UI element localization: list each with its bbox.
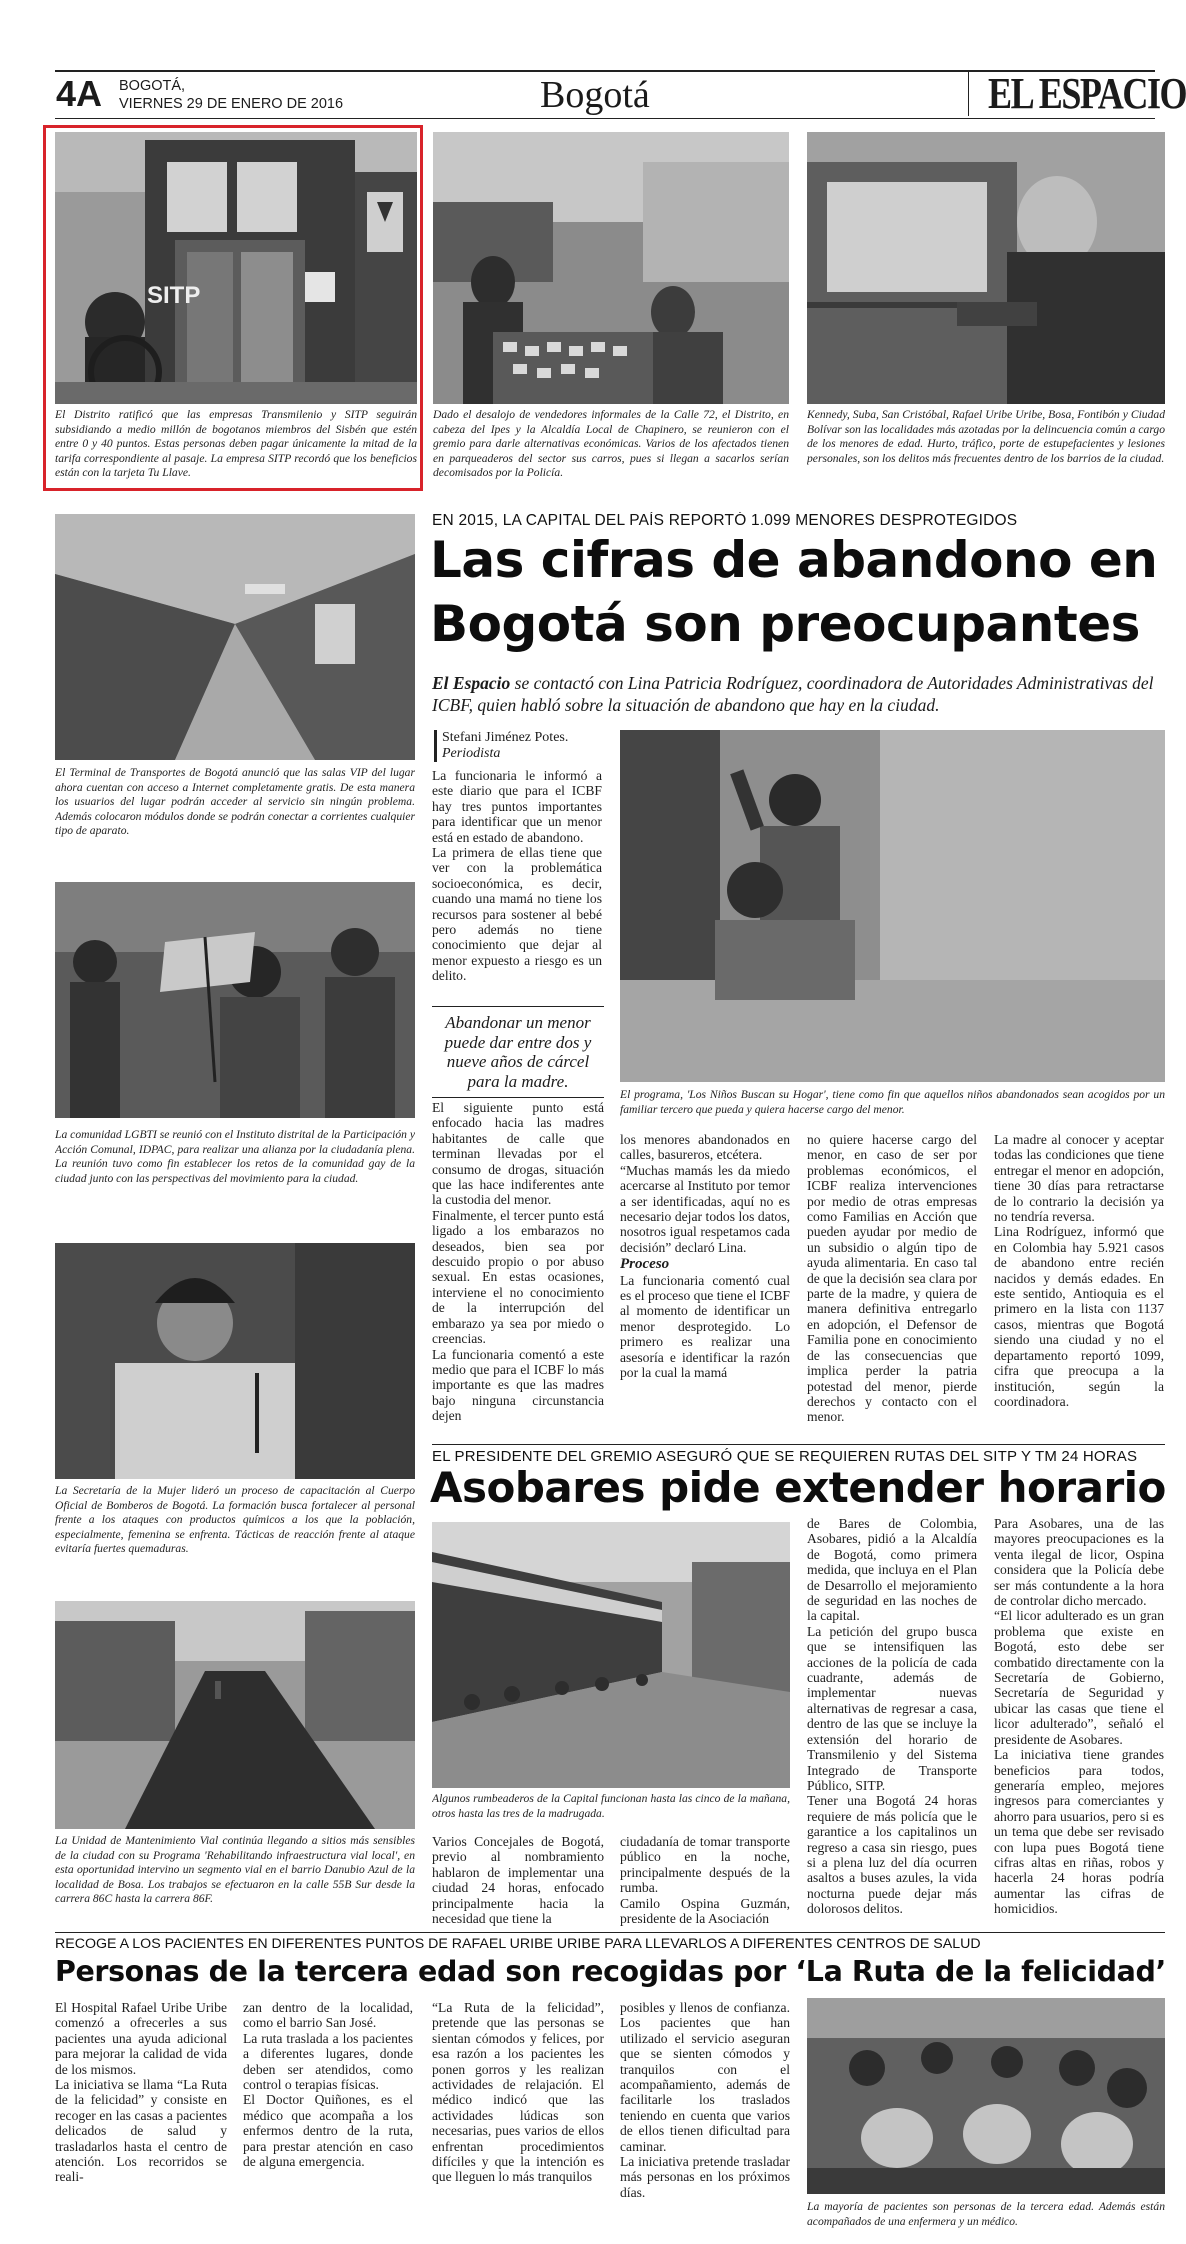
article2-rule (432, 1444, 1165, 1445)
a3-c2-p3: El Doctor Quiñones, es el médico que acompaña a los enfermos dentro de la ruta, para prestar atención en caso de alguna emergencia. (243, 2092, 413, 2170)
caption-nightlife: Algunos rumbeaderos de la Capital funcionan hasta las cinco de la mañana, otros hasta las tres de la madrugada. (432, 1792, 790, 1820)
masthead-city: BOGOTÁ, (119, 78, 186, 94)
lgbti-photo (55, 882, 415, 1118)
a1-c1-p3: El siguiente punto está enfocado hacia las madres habitantes de calle que terminan llevadas por el consumo de drogas, situación que las hace indiferentes ante la custodia del menor. (432, 1100, 604, 1208)
article3-col2 (243, 2000, 413, 2234)
a3-c2-p1: zan dentro de la localidad, como el barrio San José. (243, 2000, 413, 2031)
article2-colD (994, 1516, 1164, 1930)
caption-delinquency: Kennedy, Suba, San Cristóbal, Rafael Uribe Uribe, Bosa, Fontibón y Ciudad Bolívar son las localidades más azotadas por la delincuencia común a cargo de los menores de edad. Hurto, tráfico, porte de estupefacientes y lesiones personales, son los delitos más frecuentes dentro de los barrios de la ciudad. (807, 408, 1165, 465)
article3-col3 (432, 2000, 604, 2234)
caption-children: El programa, 'Los Niños Buscan su Hogar', tiene como fin que aquellos niños abandonados sean acogidos por un familiar tercero que pueda y quiera hacerse cargo del menor. (620, 1088, 1165, 1116)
byline-name: Stefani Jiménez Potes. (442, 730, 569, 745)
a2-cB-p1: ciudadanía de tomar transporte público en la noche, principalmente después de la rumba. (620, 1834, 790, 1896)
a2-cC-p3: Tener una Bogotá 24 horas requiere de más policía que le garantice a los capitalinos un regreso a casa sin riesgo, pues si a plena luz del día ocurren asaltos a buses azules, la vida nocturna puede dejar más dolorosos delitos. (807, 1793, 977, 1917)
a1-c4-p2: Lina Rodríguez, informó que en Colombia hay 5.921 casos de abandono entre recién nacidos y demás edades. En este sentido, Antioquia es el primero en la lista con 1137 casos, mientras que Bogotá siendo una ciudad y no el departamento reportó 1099, cifra que preocupa a la institución, según la coordinadora. (994, 1224, 1164, 1409)
article1-headline-line1: Las cifras de abandono en (430, 531, 1158, 589)
newspaper-logo: EL ESPACIO (988, 69, 1186, 118)
street-vendor-photo (433, 132, 789, 404)
article2-colA (432, 1834, 604, 1930)
a2-cD-p2: “El licor adulterado es un gran problema que existe en Bogotá, esto debe ser combatido directamente con la Secretaría de Gobierno, Secretaría de Seguridad y ubicar las casas que tiene el licor adulterado”, señaló el presidente de Asobares. (994, 1608, 1164, 1747)
road-works-photo (55, 1601, 415, 1829)
a1-c1-p5: La funcionaria comentó a este medio que para el ICBF lo más importante es que las madres bajo ninguna circunstancia dejen (432, 1346, 604, 1424)
masthead-date: VIERNES 29 DE ENERO DE 2016 (119, 96, 344, 112)
article2-colC (807, 1516, 977, 1930)
article1-col4 (994, 1132, 1164, 1442)
bus-logo: SITP (147, 282, 201, 309)
a3-c1-p2: La iniciativa se llama “La Ruta de la felicidad” y consiste en recoger en las casas a pacientes delicados de salud y trasladarlos hasta el centro de atención. Los recorridos se reali- (55, 2077, 227, 2185)
pullquote (432, 1006, 604, 1098)
article1-kicker: EN 2015, LA CAPITAL DEL PAÍS REPORTÓ 1.099 MENORES DESPROTEGIDOS (432, 512, 1018, 529)
a3-c3-p1: “La Ruta de la felicidad”, pretende que las personas se sientan cómodos y felices, por esa razón a los pacientes les ponen gorros y les realizan actividades de relajación. El médico indicó que las actividades lúdicas son necesarias, pues varios de ellos enfrentan procedimientos difíciles y que la intención es que lleguen lo más tranquilos (432, 2000, 604, 2185)
byline-role: Periodista (442, 746, 501, 761)
caption-women: La Secretaría de la Mujer lideró un proceso de capacitación al Cuerpo Oficial de Bomberos de Bogotá. La formación busca fortalecer al personal frente a los ataques con productos químicos a los que la población, especialmente, femenina se enfrenta. Tácticas de reacción frente al ataque evitaría fuertes quemaduras. (55, 1484, 415, 1556)
article1-col1-bottom (432, 1100, 604, 1438)
a1-c2-p2: “Muchas mamás les da miedo acercarse al Instituto por temor a ser identificadas, aquí no es necesario dejar todos los datos, nosotros igual respetamos cada decisión” declaró Lina. (620, 1162, 790, 1255)
a1-c2-head: Proceso (620, 1256, 670, 1273)
a1-c1-p2: La primera de ellas tiene que ver con la problemática socioeconómica, es decir, cuando una mamá no tiene los recursos para sostener al bebé pero además no tiene conocimiento que dejar al menor expuesto a riesgo es un delito. (432, 845, 602, 984)
article3-headline: Personas de la tercera edad son recogidas por ‘La Ruta de la felicidad’ (55, 1955, 1166, 1988)
deck-rest: se contactó con Lina Patricia Rodríguez, coordinadora de Autoridades Administrativas del ICBF, quien habló sobre la situación de abandono que hay en la ciudad. (432, 673, 1154, 715)
a1-c3-p1: no quiere hacerse cargo del menor, en caso de ser por problemas económicos, el ICBF realiza intervenciones por medio de otras empresas como Familias en Acción que pueden ayudar por medio de un subsidio o algún tipo de ayuda alimentaria. En caso tal de que la decisión sea clara por parte de la madre, y quiera de manera definitiva entregarlo en adopción, el Defensor de Familia pone en conocimiento de las consecuencias que implica perder la patria potestad del menor, pierde derechos y contacto con el menor. (807, 1132, 977, 1425)
article3-col1 (55, 2000, 227, 2234)
a1-c4-p1: La madre al conocer y aceptar todas las condiciones que tiene entregar el menor en adopción, tiene 30 días para retractarse de lo contrario la decisión ya no tendría reversa. (994, 1132, 1164, 1225)
deck-lead: El Espacio (432, 673, 511, 693)
masthead-bottom-rule (55, 118, 1155, 119)
masthead-divider (968, 72, 969, 116)
a3-c2-p2: La ruta traslada a los pacientes a diferentes lugares, donde deben ser atendidos, como control o terapias físicas. (243, 2030, 413, 2093)
a1-c2-p3: La funcionaria comentó cual es el proceso que tiene el ICBF al momento de identificar un menor desprotegido. Lo primero es realizar una asesoría e identificar la razón por la cual la mamá (620, 1272, 790, 1381)
caption-terminal: El Terminal de Transportes de Bogotá anunció que las salas VIP del lugar ahora cuentan con acceso a Internet completamente gratis. De esta manera los usuarios del lugar podrán acceder al servicio sin ningún problema. Además colocaron módulos donde se podrán conectar a corrientes cualquier tipo de aparato. (55, 766, 415, 838)
a2-cC-p1: de Bares de Colombia, Asobares, pidió a la Alcaldía de Bogotá, como primera medida, que incluya en el Plan de Desarrollo el mejoramiento de seguridad en las noches de la capital. (807, 1516, 977, 1624)
elderly-bus-photo (807, 1998, 1165, 2194)
article1-col1-top (432, 768, 602, 1000)
article1-col2 (620, 1132, 790, 1442)
a2-cA: Varios Concejales de Bogotá, previo al nombramiento hablaron de implementar una ciudad 24 horas, enfocado principalmente hacia la necesidad que tiene la (432, 1834, 604, 1927)
firefighters-photo (55, 1243, 415, 1479)
a2-cD-p1: Para Asobares, una de las mayores preocupaciones es la venta ilegal de licor, Ospina considera que la Policía debe ser más contundente a la hora de controlar dicho mercado. (994, 1516, 1164, 1609)
nightlife-photo (432, 1522, 790, 1788)
a3-c1-p1: El Hospital Rafael Uribe Uribe comenzó a ofrecerles a sus pacientes una ayuda adicional para mejorar la calidad de vida de los mismos. (55, 2000, 227, 2077)
article1-deck (432, 672, 1162, 716)
article2-headline: Asobares pide extender horario (430, 1463, 1166, 1512)
article2-kicker: EL PRESIDENTE DEL GREMIO ASEGURÓ QUE SE REQUIEREN RUTAS DEL SITP Y TM 24 HORAS (432, 1448, 1138, 1465)
pullquote-text: Abandonar un menor puede dar entre dos y nueve años de cárcel para la madre. (444, 1013, 592, 1091)
caption-elderly: La mayoría de pacientes son personas de la tercera edad. Además están acompañados de una enfermera y un médico. (807, 2200, 1165, 2228)
article1-headline-line2: Bogotá son preocupantes (430, 595, 1140, 653)
children-photo (620, 730, 1165, 1082)
article1-col3 (807, 1132, 977, 1442)
caption-vendors: Dado el desalojo de vendedores informales de la Calle 72, el Distrito, en cabeza del Ipes y la Alcaldía Local de Chapinero, se reunieron con el gremio para darle alternativas económicas. Varios de los afectados tienen en parqueaderos del sector sus carros, pues si llegan a sacarlos serían decomisados por la Policía. (433, 408, 789, 480)
article2-colB (620, 1834, 790, 1930)
a2-cC-p2: La petición del grupo busca que se intensifiquen las acciones de la policía de cada cuadrante, además de implementar nuevas alternativas de regresar a casa, dentro de las que se incluye la extensión del horario de Transmilenio y del Sistema Integrado de Transporte Público, SITP. (807, 1623, 977, 1793)
page-number: 4A (56, 73, 103, 114)
article3-rule (55, 1932, 1165, 1933)
a2-cD-p3: La iniciativa tiene grandes beneficios para todos, generaría empleo, mejores ingresos para comerciantes y ahorro para usuarios, pero si es un tema que debe ser revisado con lupa pues Bogotá tiene cifras altas en riñas, robos y hacerla 24 horas podría aumentar las cifras de homicidios. (994, 1747, 1164, 1917)
a1-c1-p1: La funcionaria le informó a este diario que para el ICBF hay tres puntos importantes para identificar que un menor está en estado de abandono. (432, 768, 602, 845)
byline (434, 730, 624, 762)
a2-cB-p2: Camilo Ospina Guzmán, presidente de la Asociación (620, 1895, 790, 1927)
caption-sitp: El Distrito ratificó que las empresas Transmilenio y SITP seguirán subsidiando a medio millón de bogotanos miembros del Sisbén que estén entre 0 y 40 puntos. Estas personas deben pagar únicamente la mitad de la tarifa correspondiente al pasaje. La empresa SITP recordó que los beneficios están con la tarjeta Tu Llave. (55, 408, 417, 480)
sitp-bus-photo (55, 132, 417, 404)
article3-col4 (620, 2000, 790, 2234)
caption-lgbti: La comunidad LGBTI se reunió con el Instituto distrital de la Participación y Acción Comunal, IDPAC, para realizar una alianza por la ciudadanía plena. La reunión tuvo como fin establecer los retos de la comunidad gay de la ciudad junto con las perspectivas del movimiento para la ciudad. (55, 1128, 415, 1185)
a3-c4-p2: La iniciativa pretende trasladar más personas en los próximos días. (620, 2154, 790, 2200)
car-thief-photo (807, 132, 1165, 404)
a1-c1-p4: Finalmente, el tercer punto está ligado a los embarazos no deseados, bien sea por descuido propio o por abuso sexual. En estas ocasiones, interviene el no conocimiento de la interrupción del embarazo ya sea por miedo o creencias. (432, 1207, 604, 1347)
article3-kicker: RECOGE A LOS PACIENTES EN DIFERENTES PUNTOS DE RAFAEL URIBE URIBE PARA LLEVARLOS A DIFERENTES CENTROS DE SALUD (55, 1936, 981, 1952)
section-title: Bogotá (540, 74, 650, 116)
a3-c4-p1: posibles y llenos de confianza. Los pacientes que han utilizado el servicio aseguran que se sienten cómodos y tranquilos con el acompañamiento, además de facilitarle los traslados teniendo en cuenta que varios de ellos tienen dificultad para caminar. (620, 2000, 790, 2154)
a1-c2-p1: los menores abandonados en calles, basureros, etcétera. (620, 1132, 790, 1163)
bus-terminal-photo (55, 514, 415, 760)
caption-roads: La Unidad de Mantenimiento Vial continúa llegando a sitios más sensibles de la ciudad con su Programa 'Rehabilitando infraestructura vial local', en esta oportunidad intervino un segmento vial en el barrio Danubio Azul de la localidad de Bosa. Los trabajos se efectuaron en la calle 55B Sur desde la carrera 86C hasta la carrera 86F. (55, 1834, 415, 1906)
